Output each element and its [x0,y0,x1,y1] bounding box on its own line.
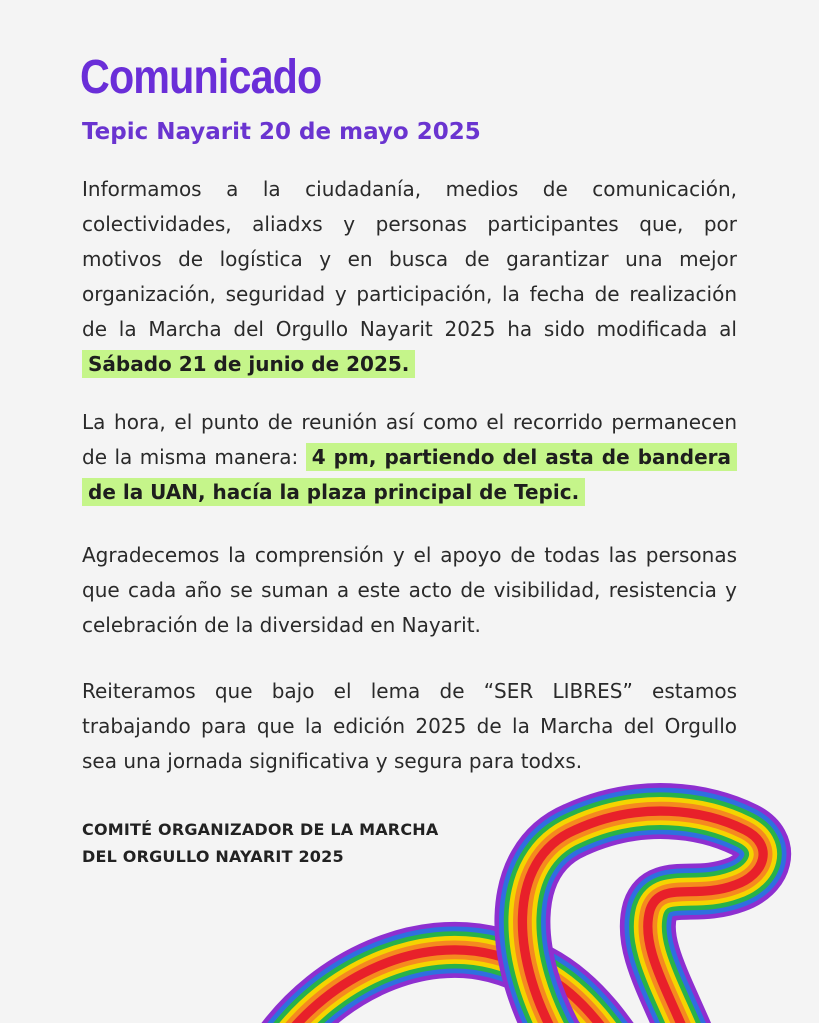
signature-block [82,816,438,870]
rainbow-band-2-3 [522,811,763,1023]
highlight-new-date: Sábado 21 de junio de 2025. [82,350,415,378]
signature-line-2: DEL ORGULLO NAYARIT 2025 [82,847,344,866]
rainbow-band-2-2 [522,811,763,1023]
paragraph-text: Informamos a la ciudadanía, medios de comunicación, colectividades, aliadxs y personas participantes que, por motivos de logística y en busca de garantizar una mejor organización, seguridad y participación, la fecha de realización de la Marcha del Orgullo Nayarit 2025 ha sido modificada al [82,177,737,341]
rainbow-band-1-1 [280,950,615,1023]
page-title: Comunicado [80,51,322,104]
rainbow-band-2-4 [522,811,763,1023]
rainbow-band-1-6 [280,950,615,1023]
paragraph-date-change [82,172,737,382]
signature-line-1: COMITÉ ORGANIZADOR DE LA MARCHA [82,820,439,839]
paragraph-thanks: Agradecemos la comprensión y el apoyo de todas las personas que cada año se suman a este acto de visibilidad, resistencia y celebración de la diversidad en Nayarit. [82,543,737,637]
rainbow-band-2-1 [522,811,763,1023]
paragraph-text: La hora, el punto de reunión así como el recorrido permanecen de la misma manera: [82,410,737,469]
rainbow-band-1-4 [280,950,615,1023]
paragraph-meeting-point [82,405,737,510]
highlight-time-route: 4 pm, partiendo del asta de bandera de la UAN, hacía la plaza principal de Tepic. [82,443,737,506]
rainbow-band-2-6 [522,811,763,1023]
rainbow-band-1-5 [280,950,615,1023]
rainbow-band-2-5 [522,811,763,1023]
paragraph-slogan: Reiteramos que bajo el lema de “SER LIBRES” estamos trabajando para que la edición 2025 de la Marcha del Orgullo sea una jornada significativa y segura para todxs. [82,679,737,773]
rainbow-band-1-3 [280,950,615,1023]
rainbow-band-1-2 [280,950,615,1023]
date-line: Tepic Nayarit 20 de mayo 2025 [82,119,481,145]
